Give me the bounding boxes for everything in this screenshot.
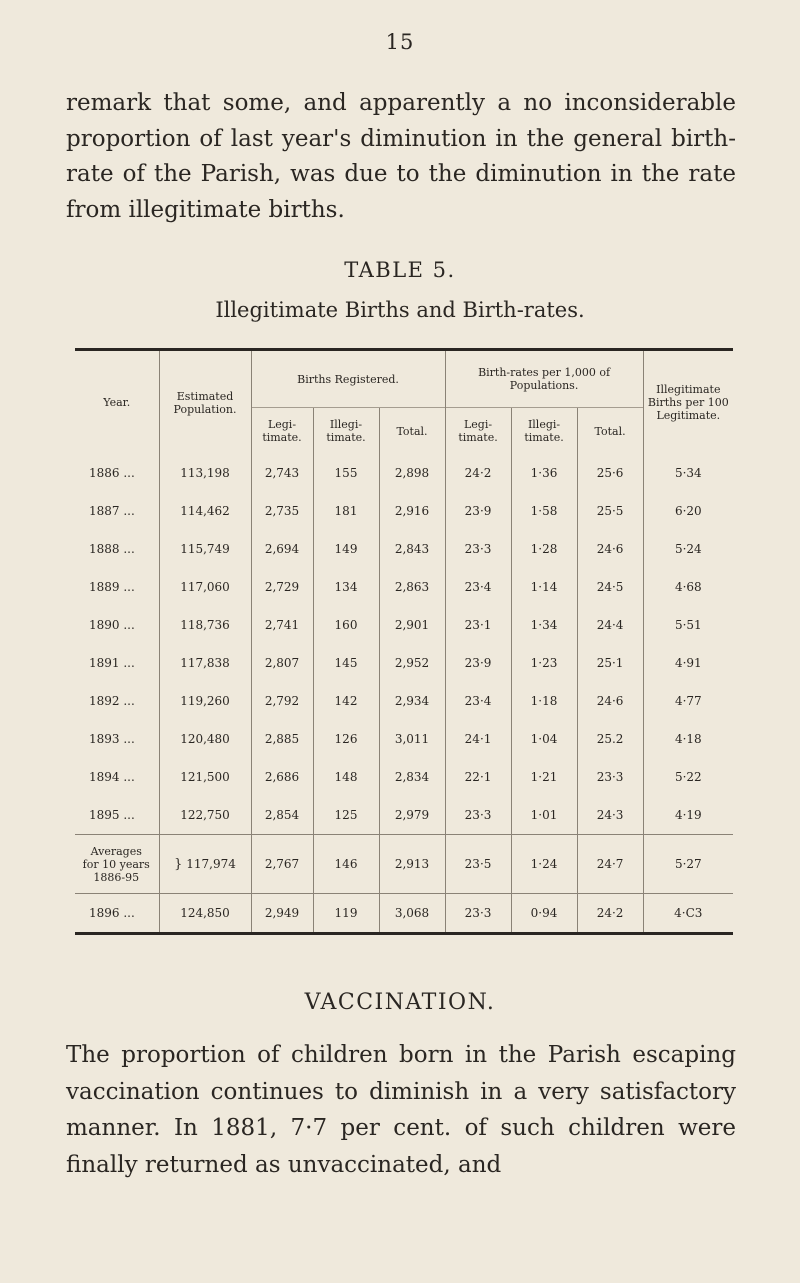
cell-year: 1890 ... [89,618,135,632]
cell-legitimate: 2,735 [251,492,313,530]
cell-rate-legitimate: 23·4 [445,568,511,606]
table-row [75,492,733,530]
cell-total: 3,011 [379,720,445,758]
cell-legitimate: 2,686 [251,758,313,796]
cell-total: 2,916 [379,492,445,530]
header-birth-rates: Birth-rates per 1,000 of Populations. [445,350,643,408]
cell-rate-illegitimate: 1·23 [511,644,577,682]
cell-total: 2,898 [379,454,445,492]
cell-rate-total: 24·6 [577,682,643,720]
cell-legitimate: 2,743 [251,454,313,492]
cell-rate-illegitimate: 1·36 [511,454,577,492]
table-row [75,568,733,606]
cell-rate-legitimate: 23·3 [445,796,511,835]
cell-year: 1895 ... [89,808,135,822]
final-rate-total: 24·2 [577,894,643,934]
cell-year: 1892 ... [89,694,135,708]
table-row [75,606,733,644]
cell-population: 117,838 [159,644,251,682]
cell-rate-total: 25·6 [577,454,643,492]
cell-year: 1893 ... [89,732,135,746]
cell-legitimate: 2,792 [251,682,313,720]
cell-illegitimate: 126 [313,720,379,758]
final-legitimate: 2,949 [251,894,313,934]
cell-rate-illegitimate: 1·28 [511,530,577,568]
cell-legitimate: 2,807 [251,644,313,682]
cell-illegitimate: 145 [313,644,379,682]
cell-rate-legitimate: 23·1 [445,606,511,644]
cell-rate-total: 24·6 [577,530,643,568]
cell-rate-illegitimate: 1·01 [511,796,577,835]
cell-rate-legitimate: 23·9 [445,492,511,530]
closing-paragraph: The proportion of children born in the Parish escaping vaccination continues to diminish in a very satisfactory manner. In 1881, 7·7 per cent. of such children were finally returned as unvaccinated, and [66,1042,736,1178]
section-heading: VACCINATION. [304,990,496,1015]
final-rate-legitimate: 23·3 [445,894,511,934]
averages-label: Averages for 10 years 1886-95 [75,835,159,894]
table-row [75,530,733,568]
table-subtitle: Illegitimate Births and Birth-rates. [215,298,585,322]
header-legitimate: Legi- timate. [251,408,313,455]
cell-ratio: 5·34 [643,454,733,492]
averages-rate-illegitimate: 1·24 [511,835,577,894]
table-row [75,682,733,720]
illegitimate-births-table [75,348,733,935]
header-total: Total. [379,408,445,455]
cell-rate-legitimate: 24·1 [445,720,511,758]
cell-illegitimate: 181 [313,492,379,530]
cell-ratio: 4·91 [643,644,733,682]
intro-paragraph: remark that some, and apparently a no inconsiderable proportion of last year's diminution in the general birth-rate of the Parish, was due to the diminution in the rate from illegitimate births. [66,90,736,223]
averages-ratio: 5·27 [643,835,733,894]
cell-illegitimate: 155 [313,454,379,492]
cell-legitimate: 2,729 [251,568,313,606]
cell-year: 1888 ... [89,542,135,556]
cell-year: 1894 ... [89,770,135,784]
header-rate-illegitimate: Illegi- timate. [511,408,577,455]
table-title: TABLE 5. [344,258,456,282]
cell-ratio: 4·77 [643,682,733,720]
final-illegitimate: 119 [313,894,379,934]
cell-population: 121,500 [159,758,251,796]
averages-total: 2,913 [379,835,445,894]
cell-illegitimate: 160 [313,606,379,644]
cell-rate-illegitimate: 1·18 [511,682,577,720]
cell-ratio: 5·24 [643,530,733,568]
cell-ratio: 4·18 [643,720,733,758]
cell-rate-legitimate: 22·1 [445,758,511,796]
cell-rate-legitimate: 23·4 [445,682,511,720]
cell-rate-total: 23·3 [577,758,643,796]
cell-population: 115,749 [159,530,251,568]
cell-total: 2,863 [379,568,445,606]
cell-ratio: 5·22 [643,758,733,796]
header-rate-total: Total. [577,408,643,455]
cell-year: 1886 ... [89,466,135,480]
cell-rate-illegitimate: 1·58 [511,492,577,530]
cell-rate-total: 24·5 [577,568,643,606]
final-population: 124,850 [159,894,251,934]
cell-ratio: 4·68 [643,568,733,606]
final-total: 3,068 [379,894,445,934]
cell-population: 122,750 [159,796,251,835]
header-births-registered: Births Registered. [251,350,445,408]
final-year-row [75,894,733,934]
header-illegitimate: Illegi- timate. [313,408,379,455]
averages-row [75,835,733,894]
cell-rate-illegitimate: 1·04 [511,720,577,758]
cell-population: 120,480 [159,720,251,758]
cell-year: 1889 ... [89,580,135,594]
cell-ratio: 4·19 [643,796,733,835]
table-row [75,454,733,492]
cell-total: 2,979 [379,796,445,835]
table-row [75,796,733,835]
cell-illegitimate: 125 [313,796,379,835]
cell-year: 1887 ... [89,504,135,518]
cell-total: 2,952 [379,644,445,682]
cell-total: 2,901 [379,606,445,644]
header-illegitimate-ratio: Illegitimate Births per 100 Legitimate. [643,350,733,455]
averages-population: } 117,974 [159,835,251,894]
header-rate-legitimate: Legi- timate. [445,408,511,455]
cell-legitimate: 2,741 [251,606,313,644]
cell-rate-illegitimate: 1·14 [511,568,577,606]
cell-ratio: 6·20 [643,492,733,530]
final-rate-illegitimate: 0·94 [511,894,577,934]
table-row [75,644,733,682]
cell-legitimate: 2,854 [251,796,313,835]
cell-rate-total: 24·3 [577,796,643,835]
cell-rate-illegitimate: 1·34 [511,606,577,644]
cell-population: 117,060 [159,568,251,606]
cell-rate-legitimate: 23·3 [445,530,511,568]
final-ratio: 4·C3 [643,894,733,934]
cell-ratio: 5·51 [643,606,733,644]
averages-body [75,835,733,934]
cell-population: 114,462 [159,492,251,530]
table-body [75,454,733,835]
cell-population: 118,736 [159,606,251,644]
averages-illegitimate: 146 [313,835,379,894]
cell-legitimate: 2,694 [251,530,313,568]
cell-legitimate: 2,885 [251,720,313,758]
cell-total: 2,934 [379,682,445,720]
cell-rate-total: 24·4 [577,606,643,644]
averages-rate-total: 24·7 [577,835,643,894]
table-row [75,758,733,796]
cell-illegitimate: 134 [313,568,379,606]
page-number: 15 [385,30,415,54]
final-year: 1896 ... [89,906,135,920]
births-table-container [75,348,733,935]
brace-icon: } [174,856,183,872]
cell-illegitimate: 149 [313,530,379,568]
averages-legitimate: 2,767 [251,835,313,894]
cell-rate-legitimate: 24·2 [445,454,511,492]
cell-illegitimate: 142 [313,682,379,720]
table-header [75,350,733,455]
cell-rate-total: 25.2 [577,720,643,758]
table-row [75,720,733,758]
header-population: Estimated Population. [159,350,251,455]
cell-rate-total: 25·5 [577,492,643,530]
cell-illegitimate: 148 [313,758,379,796]
cell-rate-illegitimate: 1·21 [511,758,577,796]
cell-total: 2,843 [379,530,445,568]
cell-population: 119,260 [159,682,251,720]
cell-rate-legitimate: 23·9 [445,644,511,682]
cell-rate-total: 25·1 [577,644,643,682]
averages-rate-legitimate: 23·5 [445,835,511,894]
cell-population: 113,198 [159,454,251,492]
cell-total: 2,834 [379,758,445,796]
header-year: Year. [103,396,131,409]
cell-year: 1891 ... [89,656,135,670]
